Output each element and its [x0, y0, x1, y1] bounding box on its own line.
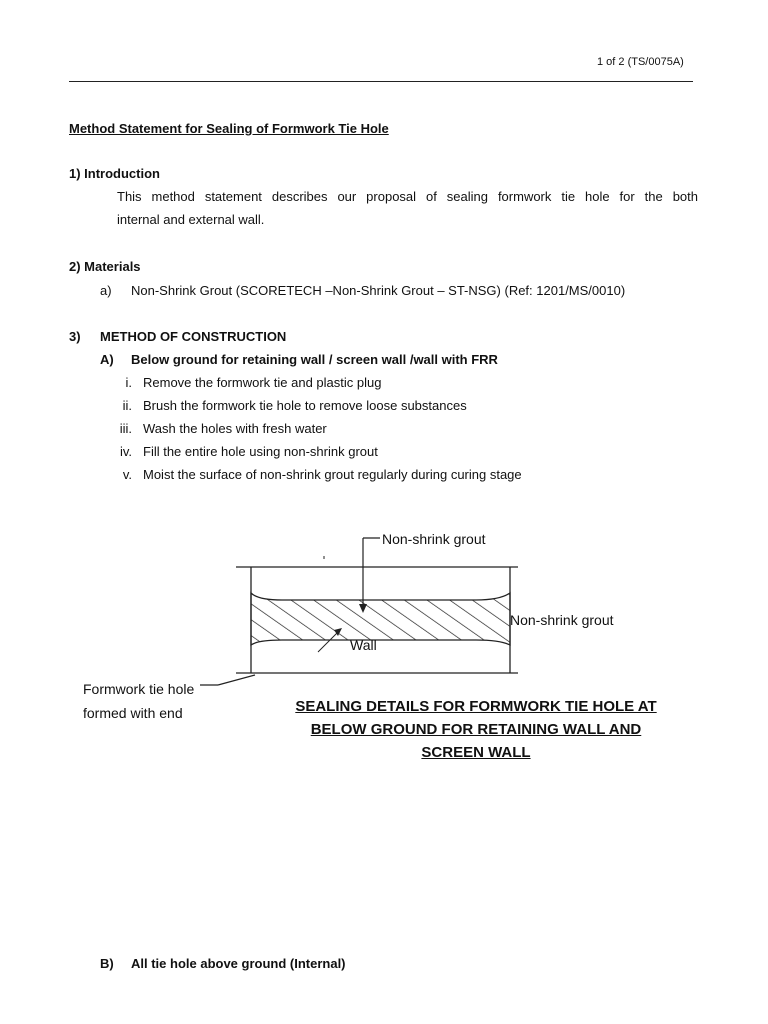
subsection-b-number: B): [100, 956, 114, 971]
page-reference: 1 of 2 (TS/0075A): [597, 56, 684, 68]
label-non-shrink-grout-top: Non-shrink grout: [382, 531, 486, 547]
section-introduction-heading: 1) Introduction: [69, 166, 160, 181]
step-number: v.: [122, 467, 132, 482]
label-formwork-tie-hole-line-2: formed with end: [83, 705, 183, 721]
introduction-text-line-1: This method statement describes our proposal of sealing formwork tie hole for the both: [117, 189, 698, 204]
figure-caption-line-3: SCREEN WALL: [421, 744, 531, 761]
subsection-a-number: A): [100, 352, 114, 367]
label-non-shrink-grout-right: Non-shrink grout: [510, 612, 614, 628]
document-title: Method Statement for Sealing of Formwork Tie Hole: [69, 121, 389, 136]
label-formwork-tie-hole-line-1: Formwork tie hole: [83, 681, 195, 697]
step-text: Brush the formwork tie hole to remove loose substances: [143, 398, 467, 413]
figure-caption-line-2: BELOW GROUND FOR RETAINING WALL AND: [310, 721, 642, 738]
step-number: i.: [125, 375, 132, 390]
label-wall: Wall: [350, 637, 377, 653]
subsection-a-title: Below ground for retaining wall / screen wall /wall with FRR: [131, 352, 498, 367]
step-number: ii.: [122, 398, 132, 413]
step-text: Fill the entire hole using non-shrink grout: [143, 444, 378, 459]
materials-item-a-number: a): [100, 283, 112, 298]
formwork-label-leader: [218, 675, 255, 685]
introduction-text-line-2: internal and external wall.: [117, 212, 265, 227]
step-text: Remove the formwork tie and plastic plug: [143, 375, 382, 390]
section-method-number: 3): [69, 329, 81, 344]
step-text: Wash the holes with fresh water: [143, 421, 327, 436]
materials-item-a-text: Non-Shrink Grout (SCORETECH –Non-Shrink Grout – ST-NSG) (Ref: 1201/MS/0010): [131, 283, 626, 298]
subsection-b-title: All tie hole above ground (Internal): [131, 956, 346, 971]
section-method-heading: METHOD OF CONSTRUCTION: [100, 329, 287, 344]
grout-fill-hatched: [251, 593, 510, 645]
step-number: iv.: [119, 444, 132, 459]
step-number: iii.: [119, 421, 132, 436]
step-text: Moist the surface of non-shrink grout regularly during curing stage: [143, 467, 522, 482]
section-materials-heading: 2) Materials: [69, 259, 141, 274]
figure-caption-line-1: SEALING DETAILS FOR FORMWORK TIE HOLE AT: [295, 698, 657, 715]
